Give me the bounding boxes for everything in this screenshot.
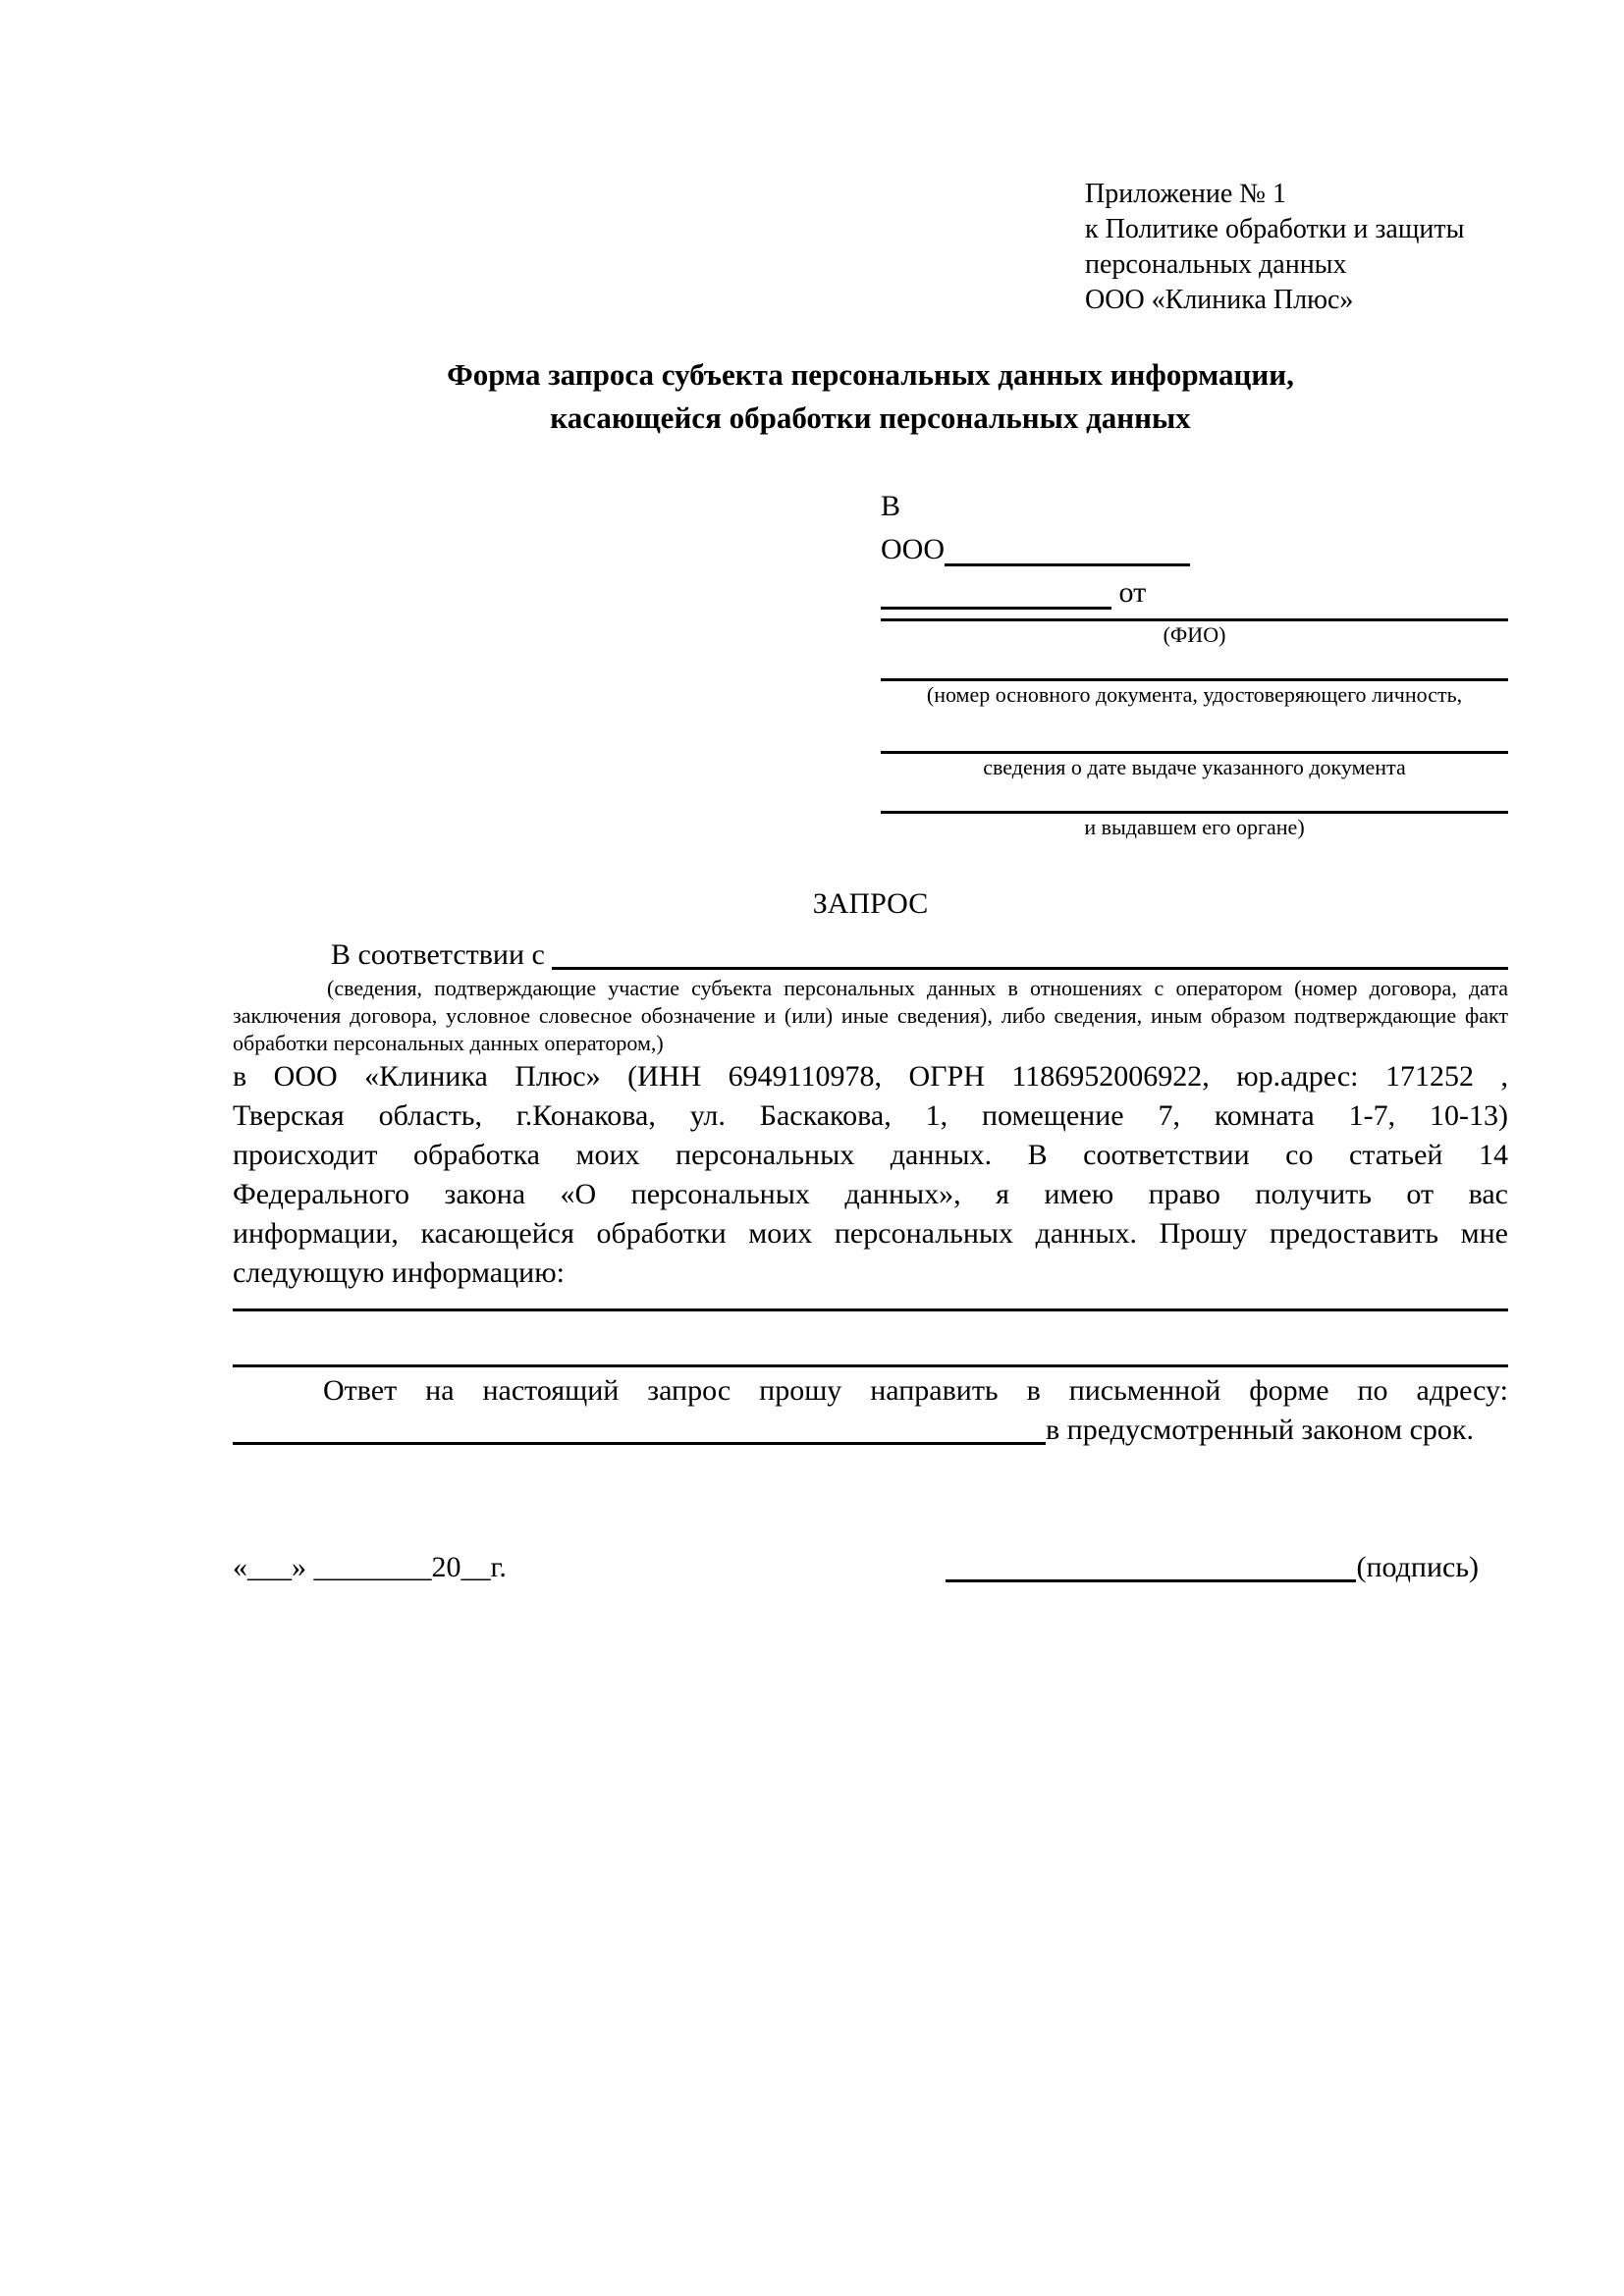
note-line: (сведения, подтверждающие участие субъекта персональных данных в отношениях с оператором (номер договора, дата [327, 976, 1508, 1000]
issue-date-field [881, 751, 1508, 781]
paragraph-indent [233, 935, 331, 975]
doc-number-field [881, 678, 1508, 709]
address-blank [233, 1411, 1046, 1445]
reply-paragraph [233, 1371, 1508, 1450]
fio-caption: (ФИО) [1163, 622, 1226, 647]
body-line: следующую информацию: [233, 1256, 565, 1289]
org-name-blank [945, 528, 1190, 566]
issuing-authority-field [881, 811, 1508, 841]
signature-blank [946, 1548, 1356, 1582]
addressee-to-label: В [881, 490, 901, 522]
accordance-line [233, 935, 1508, 975]
title-line-2: касающейся обработки персональных данных [550, 400, 1191, 435]
doc-number-caption: (номер основного документа, удостоверяющего личность, [926, 682, 1463, 707]
date-signature-row [233, 1548, 1508, 1587]
body-paragraph [233, 1057, 1508, 1293]
reply-line-1: Ответ на настоящий запрос прошу направить в письменной форме по адресу: [323, 1374, 1508, 1407]
header-note [1085, 177, 1508, 318]
header-note-line: Приложение № 1 [1085, 179, 1286, 209]
document-title [233, 353, 1508, 440]
document-content [233, 177, 1508, 1587]
issuing-authority-caption: и выдавшем его органе) [1084, 815, 1305, 839]
header-note-line: к Политике обработки и защиты [1085, 214, 1465, 244]
body-line: информации, касающейся обработки моих персональных данных. Прошу предоставить мне [233, 1217, 1508, 1250]
reply-suffix: в предусмотренный законом срок. [1046, 1414, 1474, 1446]
accordance-blank [552, 935, 1508, 970]
note-line: заключения договора, условное словесное обозначение и (или) иные сведения), либо сведения, иным образом подтверждающие факт [233, 1003, 1508, 1028]
fio-field [881, 618, 1508, 649]
title-line-1: Форма запроса субъекта персональных данных информации, [447, 357, 1294, 392]
body-line: Тверская область, г.Конакова, ул. Баскакова, 1, помещение 7, комната 1-7, 10-13) [233, 1099, 1508, 1132]
header-note-line: персональных данных [1085, 249, 1347, 280]
signature-group [946, 1548, 1508, 1587]
information-blank-rule-2 [233, 1364, 1508, 1367]
from-line [881, 571, 1508, 614]
from-blank [881, 571, 1111, 610]
body-line: Федерального закона «О персональных данных», я имею право получить от вас [233, 1178, 1508, 1210]
body-line: происходит обработка моих персональных данных. В соответствии со статьей 14 [233, 1139, 1508, 1171]
note-line: обработки персональных данных оператором,) [233, 1031, 664, 1055]
signature-caption: (подпись) [1356, 1551, 1479, 1583]
reply-line-2 [233, 1411, 1508, 1450]
date-blank: «___» ________20__г. [233, 1551, 507, 1583]
request-heading: ЗАПРОС [812, 887, 929, 920]
addressee-block [881, 485, 1508, 841]
body-line: в ООО «Клиника Плюс» (ИНН 6949110978, ОГРН 1186952006922, юр.адрес: 171252 , [233, 1060, 1508, 1093]
note-paragraph [233, 975, 1508, 1057]
header-note-line: ООО «Клиника Плюс» [1085, 285, 1354, 315]
accordance-label: В соответствии с [331, 938, 553, 971]
org-label: ООО [881, 533, 945, 565]
org-line [881, 528, 1508, 571]
information-blank-rule-1 [233, 1308, 1508, 1311]
issue-date-caption: сведения о дате выдаче указанного документа [983, 755, 1406, 779]
from-label: от [1111, 576, 1147, 609]
